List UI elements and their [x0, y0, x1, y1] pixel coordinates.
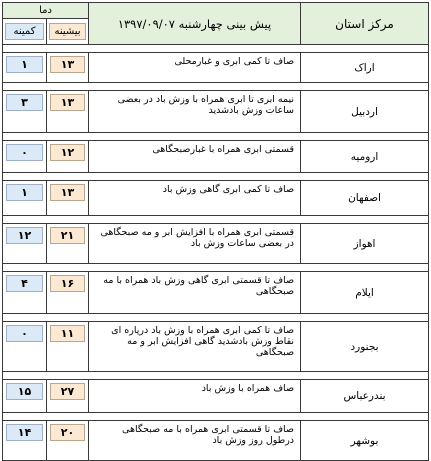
- min-temp-cell: [3, 91, 47, 133]
- min-temp-value: ۴: [6, 275, 43, 292]
- header-temp: دما: [3, 3, 89, 19]
- city-cell: ارومیه: [301, 141, 429, 173]
- table-row: [3, 181, 429, 216]
- max-temp-cell: [47, 272, 89, 314]
- min-temp-value: ۳: [6, 94, 43, 111]
- row-separator: [3, 173, 429, 181]
- city-cell: بوشهر: [301, 421, 429, 461]
- description-cell: صاف تا قسمتی ابری گاهی وزش باد همراه با مه صبحگاهی: [89, 272, 301, 314]
- min-temp-cell: [3, 53, 47, 83]
- description-cell: صاف تا کمی ابری همراه با وزش باد درپاره ای نقاط وزش بادشدید گاهی افزایش ابر و مه صبحگاهی: [89, 322, 301, 372]
- description-cell: صاف همراه با وزش باد: [89, 380, 301, 413]
- row-separator: [3, 133, 429, 141]
- max-temp-cell: [47, 53, 89, 83]
- description-cell: قسمتی ابری همراه با غبارصبحگاهی: [89, 141, 301, 173]
- max-temp-value: ۱۳: [50, 184, 85, 201]
- header-forecast: پیش بینی چهارشنبه ۱۳۹۷/۰۹/۰۷: [89, 3, 301, 45]
- header-min: کمینه: [3, 19, 47, 45]
- city-cell: بجنورد: [301, 322, 429, 372]
- row-separator: [3, 413, 429, 421]
- city-cell: ایلام: [301, 272, 429, 314]
- min-temp-value: ۱۴: [6, 424, 43, 441]
- city-cell: اردبیل: [301, 91, 429, 133]
- max-temp-cell: [47, 224, 89, 264]
- min-temp-cell: [3, 380, 47, 413]
- max-temp-value: ۱۲: [50, 144, 85, 161]
- min-temp-value: ۱۲: [6, 227, 43, 244]
- min-temp-cell: [3, 322, 47, 372]
- row-separator: [3, 264, 429, 272]
- min-temp-cell: [3, 224, 47, 264]
- max-temp-cell: [47, 91, 89, 133]
- row-separator: [3, 372, 429, 380]
- table-row: [3, 53, 429, 83]
- max-temp-value: ۱۳: [50, 56, 85, 73]
- max-temp-value: ۲۷: [50, 383, 85, 400]
- max-temp-cell: [47, 421, 89, 461]
- description-cell: نیمه ابری تا ابری همراه با وزش باد در بعضی ساعات وزش بادشدید: [89, 91, 301, 133]
- city-cell: اهواز: [301, 224, 429, 264]
- max-temp-value: ۲۰: [50, 424, 85, 441]
- max-temp-value: ۱۱: [50, 325, 85, 342]
- header-city: مرکز استان: [301, 3, 429, 45]
- min-temp-cell: [3, 272, 47, 314]
- max-temp-cell: [47, 141, 89, 173]
- min-temp-value: ۱: [6, 184, 43, 201]
- min-temp-value: ۱۵: [6, 383, 43, 400]
- city-cell: اصفهان: [301, 181, 429, 216]
- table-row: [3, 91, 429, 133]
- table-row: [3, 224, 429, 264]
- max-temp-cell: [47, 322, 89, 372]
- min-temp-value: ۰: [6, 144, 43, 161]
- min-temp-value: ۱: [6, 56, 43, 73]
- max-temp-cell: [47, 181, 89, 216]
- min-temp-cell: [3, 421, 47, 461]
- city-cell: اراک: [301, 53, 429, 83]
- table-row: [3, 272, 429, 314]
- description-cell: قسمتی ابری همراه با افزایش ابر و مه صبحگاهی در بعضی ساعات وزش باد: [89, 224, 301, 264]
- row-separator: [3, 45, 429, 53]
- max-temp-cell: [47, 380, 89, 413]
- header-max: بیشینه: [47, 19, 89, 45]
- table-row: [3, 322, 429, 372]
- forecast-table-container: [2, 2, 428, 447]
- row-separator: [3, 83, 429, 91]
- min-temp-cell: [3, 181, 47, 216]
- forecast-table: [2, 2, 429, 461]
- row-separator: [3, 216, 429, 224]
- city-cell: بندرعباس: [301, 380, 429, 413]
- table-row: [3, 421, 429, 461]
- table-row: [3, 141, 429, 173]
- table-row: [3, 380, 429, 413]
- description-cell: صاف تا قسمتی ابری همراه با مه صبحگاهی درطول روز وزش باد: [89, 421, 301, 461]
- min-temp-cell: [3, 141, 47, 173]
- description-cell: صاف تا کمی ابری گاهی وزش باد: [89, 181, 301, 216]
- row-separator: [3, 314, 429, 322]
- max-temp-value: ۱۶: [50, 275, 85, 292]
- description-cell: صاف تا کمی ابری و غبارمحلی: [89, 53, 301, 83]
- max-temp-value: ۲۱: [50, 227, 85, 244]
- max-temp-value: ۱۳: [50, 94, 85, 111]
- min-temp-value: ۰: [6, 325, 43, 342]
